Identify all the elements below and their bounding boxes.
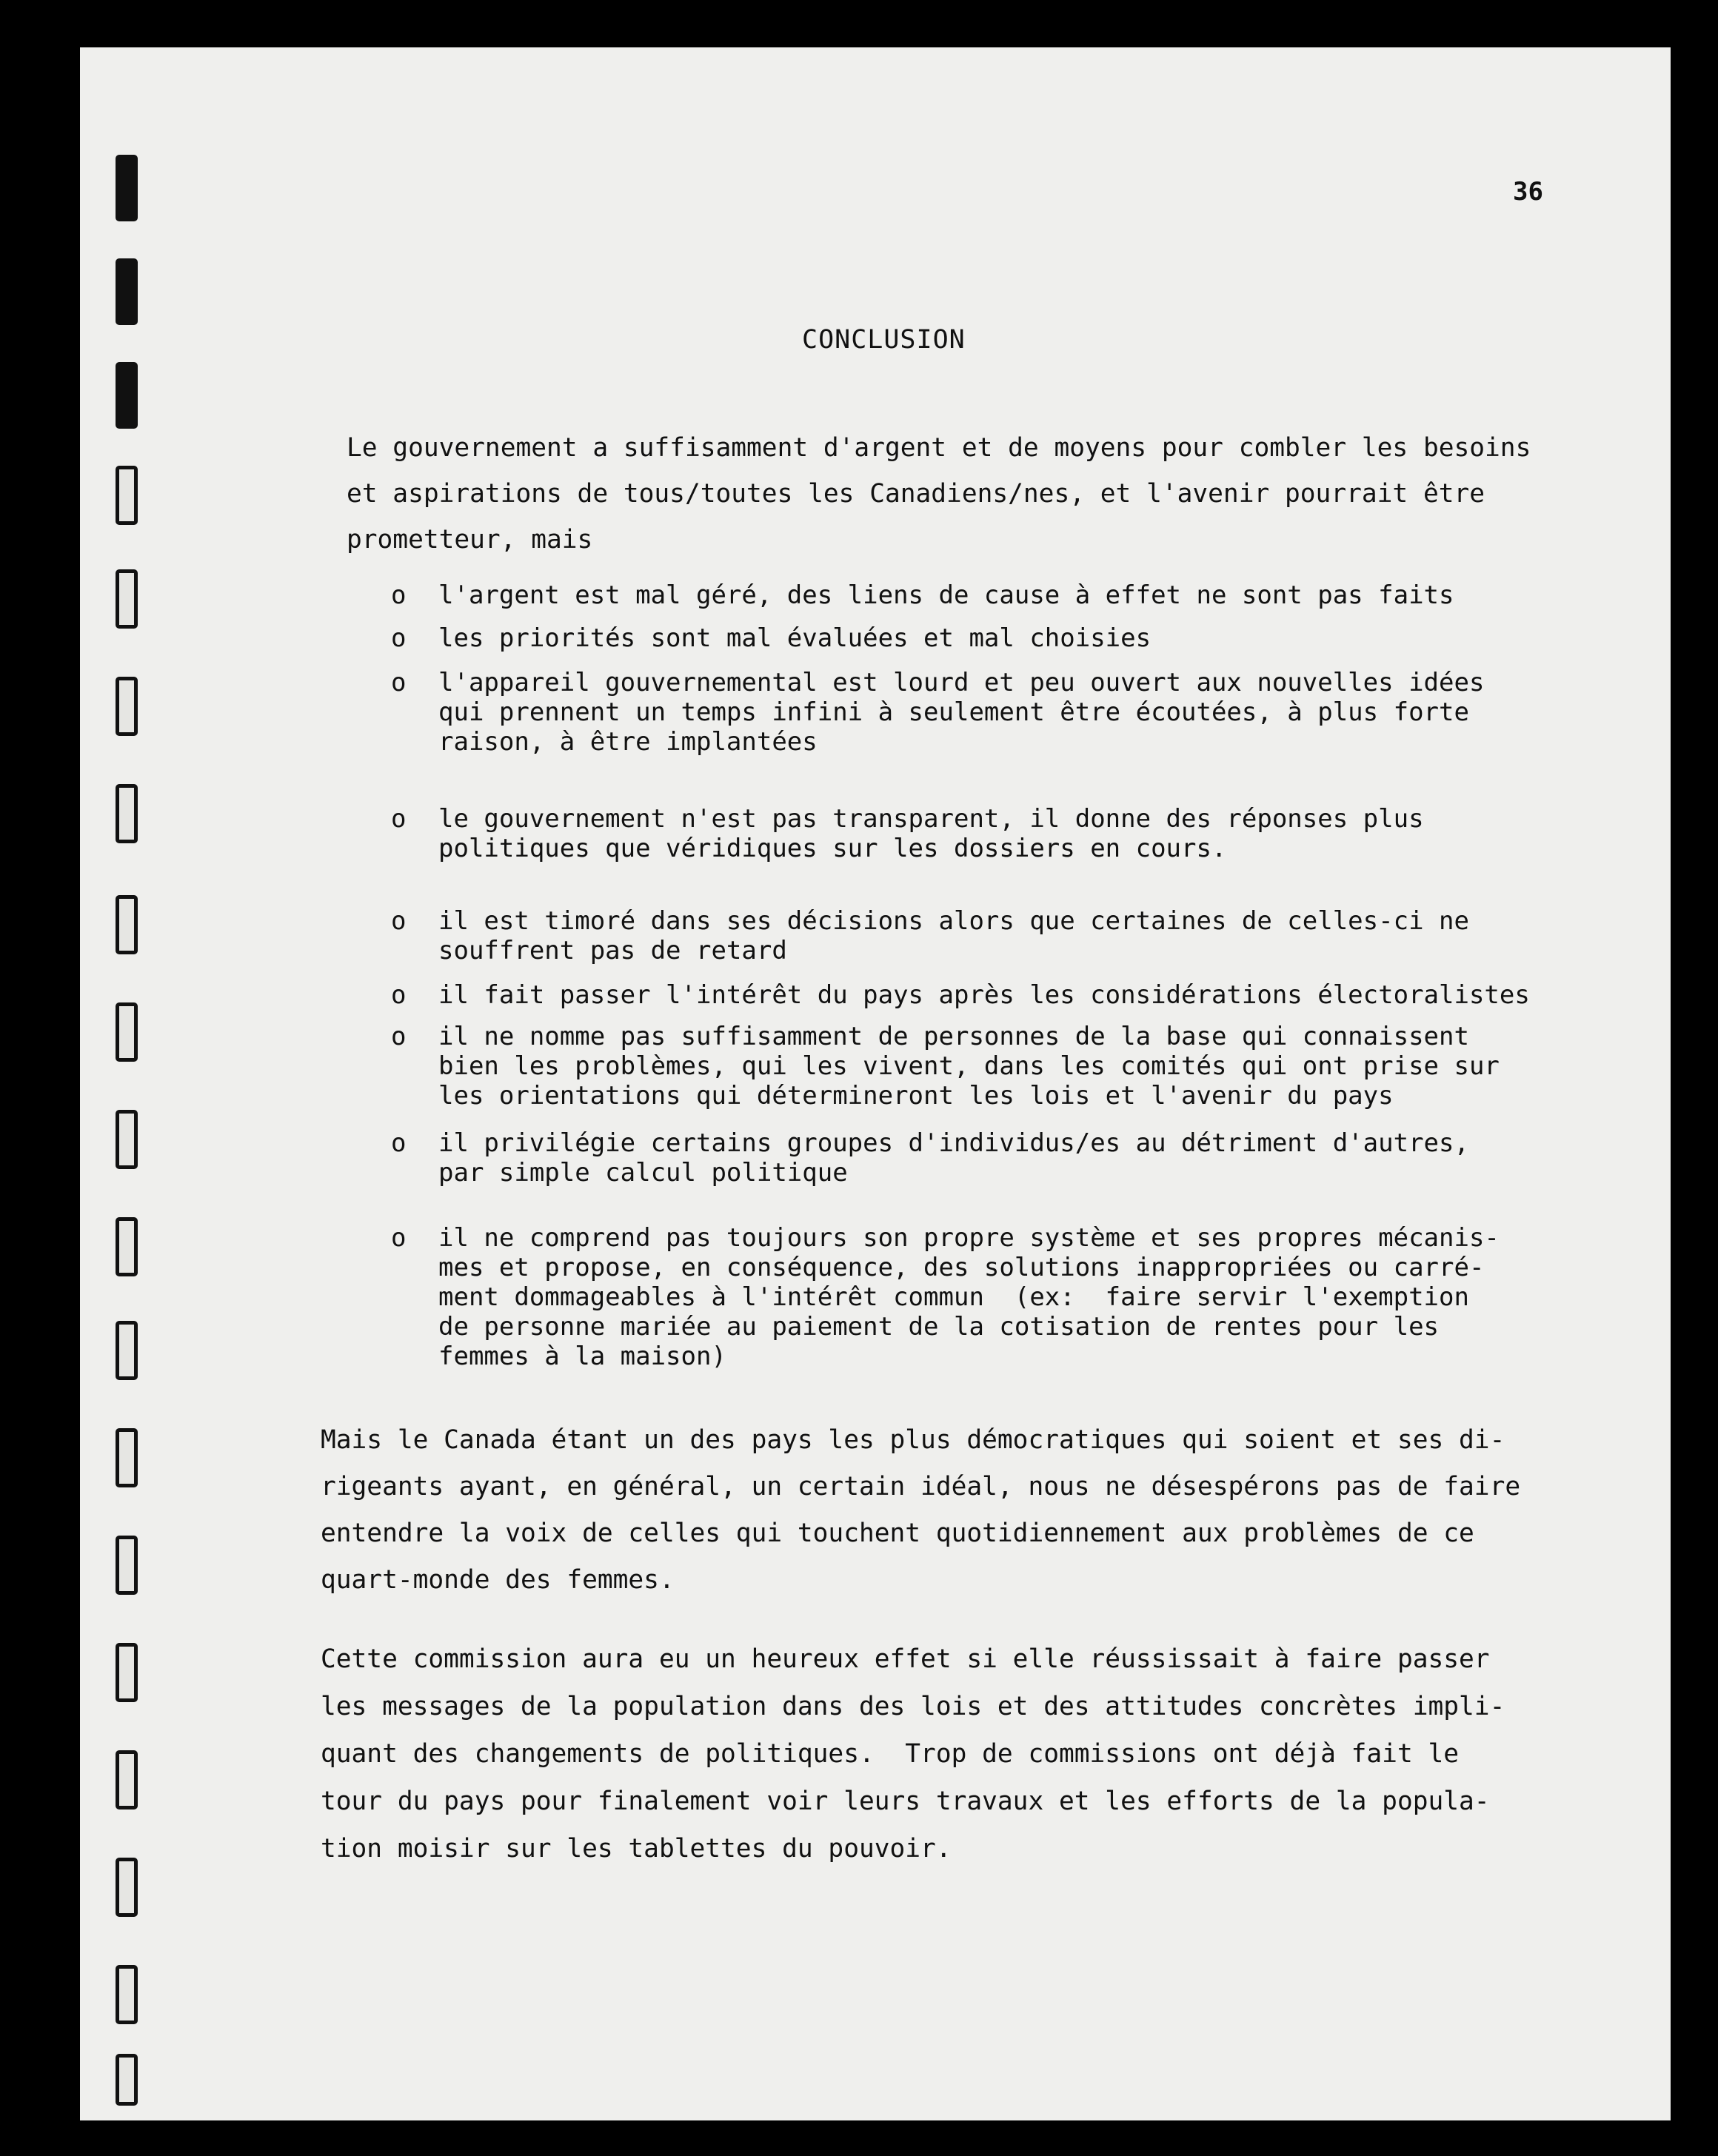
binding-hole bbox=[116, 1643, 138, 1702]
text-line: Cette commission aura eu un heureux effet si elle réussissait à faire passer bbox=[321, 1644, 1490, 1674]
text-line: il est timoré dans ses décisions alors que certaines de celles-ci ne bbox=[438, 906, 1469, 936]
bullet-marker: o bbox=[391, 623, 407, 653]
binding-hole bbox=[116, 1750, 138, 1810]
list-item bbox=[391, 1223, 1500, 1371]
text-line: prometteur, mais bbox=[347, 525, 593, 555]
text-line: quart-monde des femmes. bbox=[321, 1565, 675, 1595]
binding-hole bbox=[116, 1428, 138, 1487]
text-line: il ne nomme pas suffisamment de personnes de la base qui connaissent bbox=[438, 1022, 1469, 1051]
binding-hole bbox=[116, 569, 138, 629]
bullet-marker: o bbox=[391, 668, 407, 697]
document-page bbox=[80, 47, 1671, 2120]
binding-hole bbox=[116, 1002, 138, 1062]
list-item bbox=[391, 668, 1484, 757]
text-line: Le gouvernement a suffisamment d'argent et de moyens pour combler les besoins bbox=[347, 433, 1531, 463]
list-item-text bbox=[438, 623, 1151, 653]
binding-holes bbox=[102, 99, 147, 2098]
text-line: l'argent est mal géré, des liens de cause à effet ne sont pas faits bbox=[438, 580, 1454, 610]
list-item-text bbox=[438, 1128, 1469, 1188]
list-item-text bbox=[438, 580, 1454, 610]
binding-hole bbox=[116, 1217, 138, 1276]
binding-hole bbox=[116, 1965, 138, 2024]
list-item bbox=[391, 1128, 1469, 1188]
binding-hole bbox=[116, 155, 138, 221]
binding-hole bbox=[116, 1536, 138, 1595]
text-line: qui prennent un temps infini à seulement être écoutées, à plus forte bbox=[438, 697, 1469, 727]
list-item-text bbox=[438, 1223, 1500, 1371]
text-line: le gouvernement n'est pas transparent, il donne des réponses plus bbox=[438, 804, 1424, 834]
binding-hole bbox=[116, 258, 138, 325]
text-line: il fait passer l'intérêt du pays après les considérations électoralistes bbox=[438, 980, 1530, 1010]
list-item-text bbox=[438, 980, 1530, 1010]
list-item bbox=[391, 580, 1454, 610]
text-line: et aspirations de tous/toutes les Canadiens/nes, et l'avenir pourrait être bbox=[347, 479, 1485, 509]
text-line: souffrent pas de retard bbox=[438, 936, 787, 965]
text-line: de personne mariée au paiement de la cotisation de rentes pour les bbox=[438, 1312, 1440, 1342]
intro-paragraph bbox=[347, 425, 1531, 563]
text-line: entendre la voix de celles qui touchent quotidiennement aux problèmes de ce bbox=[321, 1519, 1474, 1548]
list-item bbox=[391, 980, 1530, 1010]
binding-hole bbox=[116, 677, 138, 736]
page-number: 36 bbox=[1513, 177, 1543, 207]
text-line: les orientations qui détermineront les lois et l'avenir du pays bbox=[438, 1081, 1394, 1111]
binding-hole bbox=[116, 2054, 138, 2106]
list-item-text bbox=[438, 906, 1469, 965]
page-title: CONCLUSION bbox=[802, 325, 966, 355]
text-line: l'appareil gouvernemental est lourd et peu ouvert aux nouvelles idées bbox=[438, 668, 1485, 697]
bullet-marker: o bbox=[391, 1022, 407, 1051]
bullet-marker: o bbox=[391, 804, 407, 834]
bullet-marker: o bbox=[391, 1128, 407, 1158]
text-line: rigeants ayant, en général, un certain idéal, nous ne désespérons pas de faire bbox=[321, 1472, 1521, 1502]
text-line: il ne comprend pas toujours son propre système et ses propres mécanis- bbox=[438, 1223, 1500, 1253]
text-line: Mais le Canada étant un des pays les plus démocratiques qui soient et ses di- bbox=[321, 1425, 1505, 1455]
list-item-text bbox=[438, 668, 1484, 757]
binding-hole bbox=[116, 1858, 138, 1917]
text-line: femmes à la maison) bbox=[438, 1342, 726, 1371]
text-line: les priorités sont mal évaluées et mal choisies bbox=[438, 623, 1152, 653]
binding-hole bbox=[116, 895, 138, 954]
text-line: bien les problèmes, qui les vivent, dans les comités qui ont prise sur bbox=[438, 1051, 1500, 1081]
list-item bbox=[391, 623, 1151, 653]
binding-hole bbox=[116, 466, 138, 525]
list-item bbox=[391, 804, 1424, 863]
closing-paragraph-2 bbox=[321, 1636, 1505, 1872]
text-line: ment dommageables à l'intérêt commun (ex: faire servir l'exemption bbox=[438, 1282, 1469, 1312]
list-item bbox=[391, 906, 1469, 965]
binding-hole bbox=[116, 1110, 138, 1169]
text-line: quant des changements de politiques. Trop de commissions ont déjà fait le bbox=[321, 1739, 1460, 1769]
list-item bbox=[391, 1022, 1500, 1111]
list-item-text bbox=[438, 1022, 1500, 1111]
text-line: par simple calcul politique bbox=[438, 1158, 848, 1188]
bullet-marker: o bbox=[391, 906, 407, 936]
binding-hole bbox=[116, 784, 138, 843]
text-line: tour du pays pour finalement voir leurs travaux et les efforts de la popula- bbox=[321, 1787, 1490, 1816]
text-line: tion moisir sur les tablettes du pouvoir. bbox=[321, 1834, 952, 1864]
bullet-marker: o bbox=[391, 580, 407, 610]
bullet-marker: o bbox=[391, 1223, 407, 1253]
text-line: les messages de la population dans des lois et des attitudes concrètes impli- bbox=[321, 1692, 1505, 1721]
bullet-marker: o bbox=[391, 980, 407, 1010]
binding-hole bbox=[116, 362, 138, 429]
text-line: politiques que véridiques sur les dossiers en cours. bbox=[438, 834, 1227, 863]
binding-hole bbox=[116, 1321, 138, 1380]
text-line: mes et propose, en conséquence, des solutions inappropriées ou carré- bbox=[438, 1253, 1485, 1282]
closing-paragraph-1 bbox=[321, 1417, 1520, 1604]
text-line: raison, à être implantées bbox=[438, 727, 818, 757]
list-item-text bbox=[438, 804, 1424, 863]
text-line: il privilégie certains groupes d'individus/es au détriment d'autres, bbox=[438, 1128, 1469, 1158]
